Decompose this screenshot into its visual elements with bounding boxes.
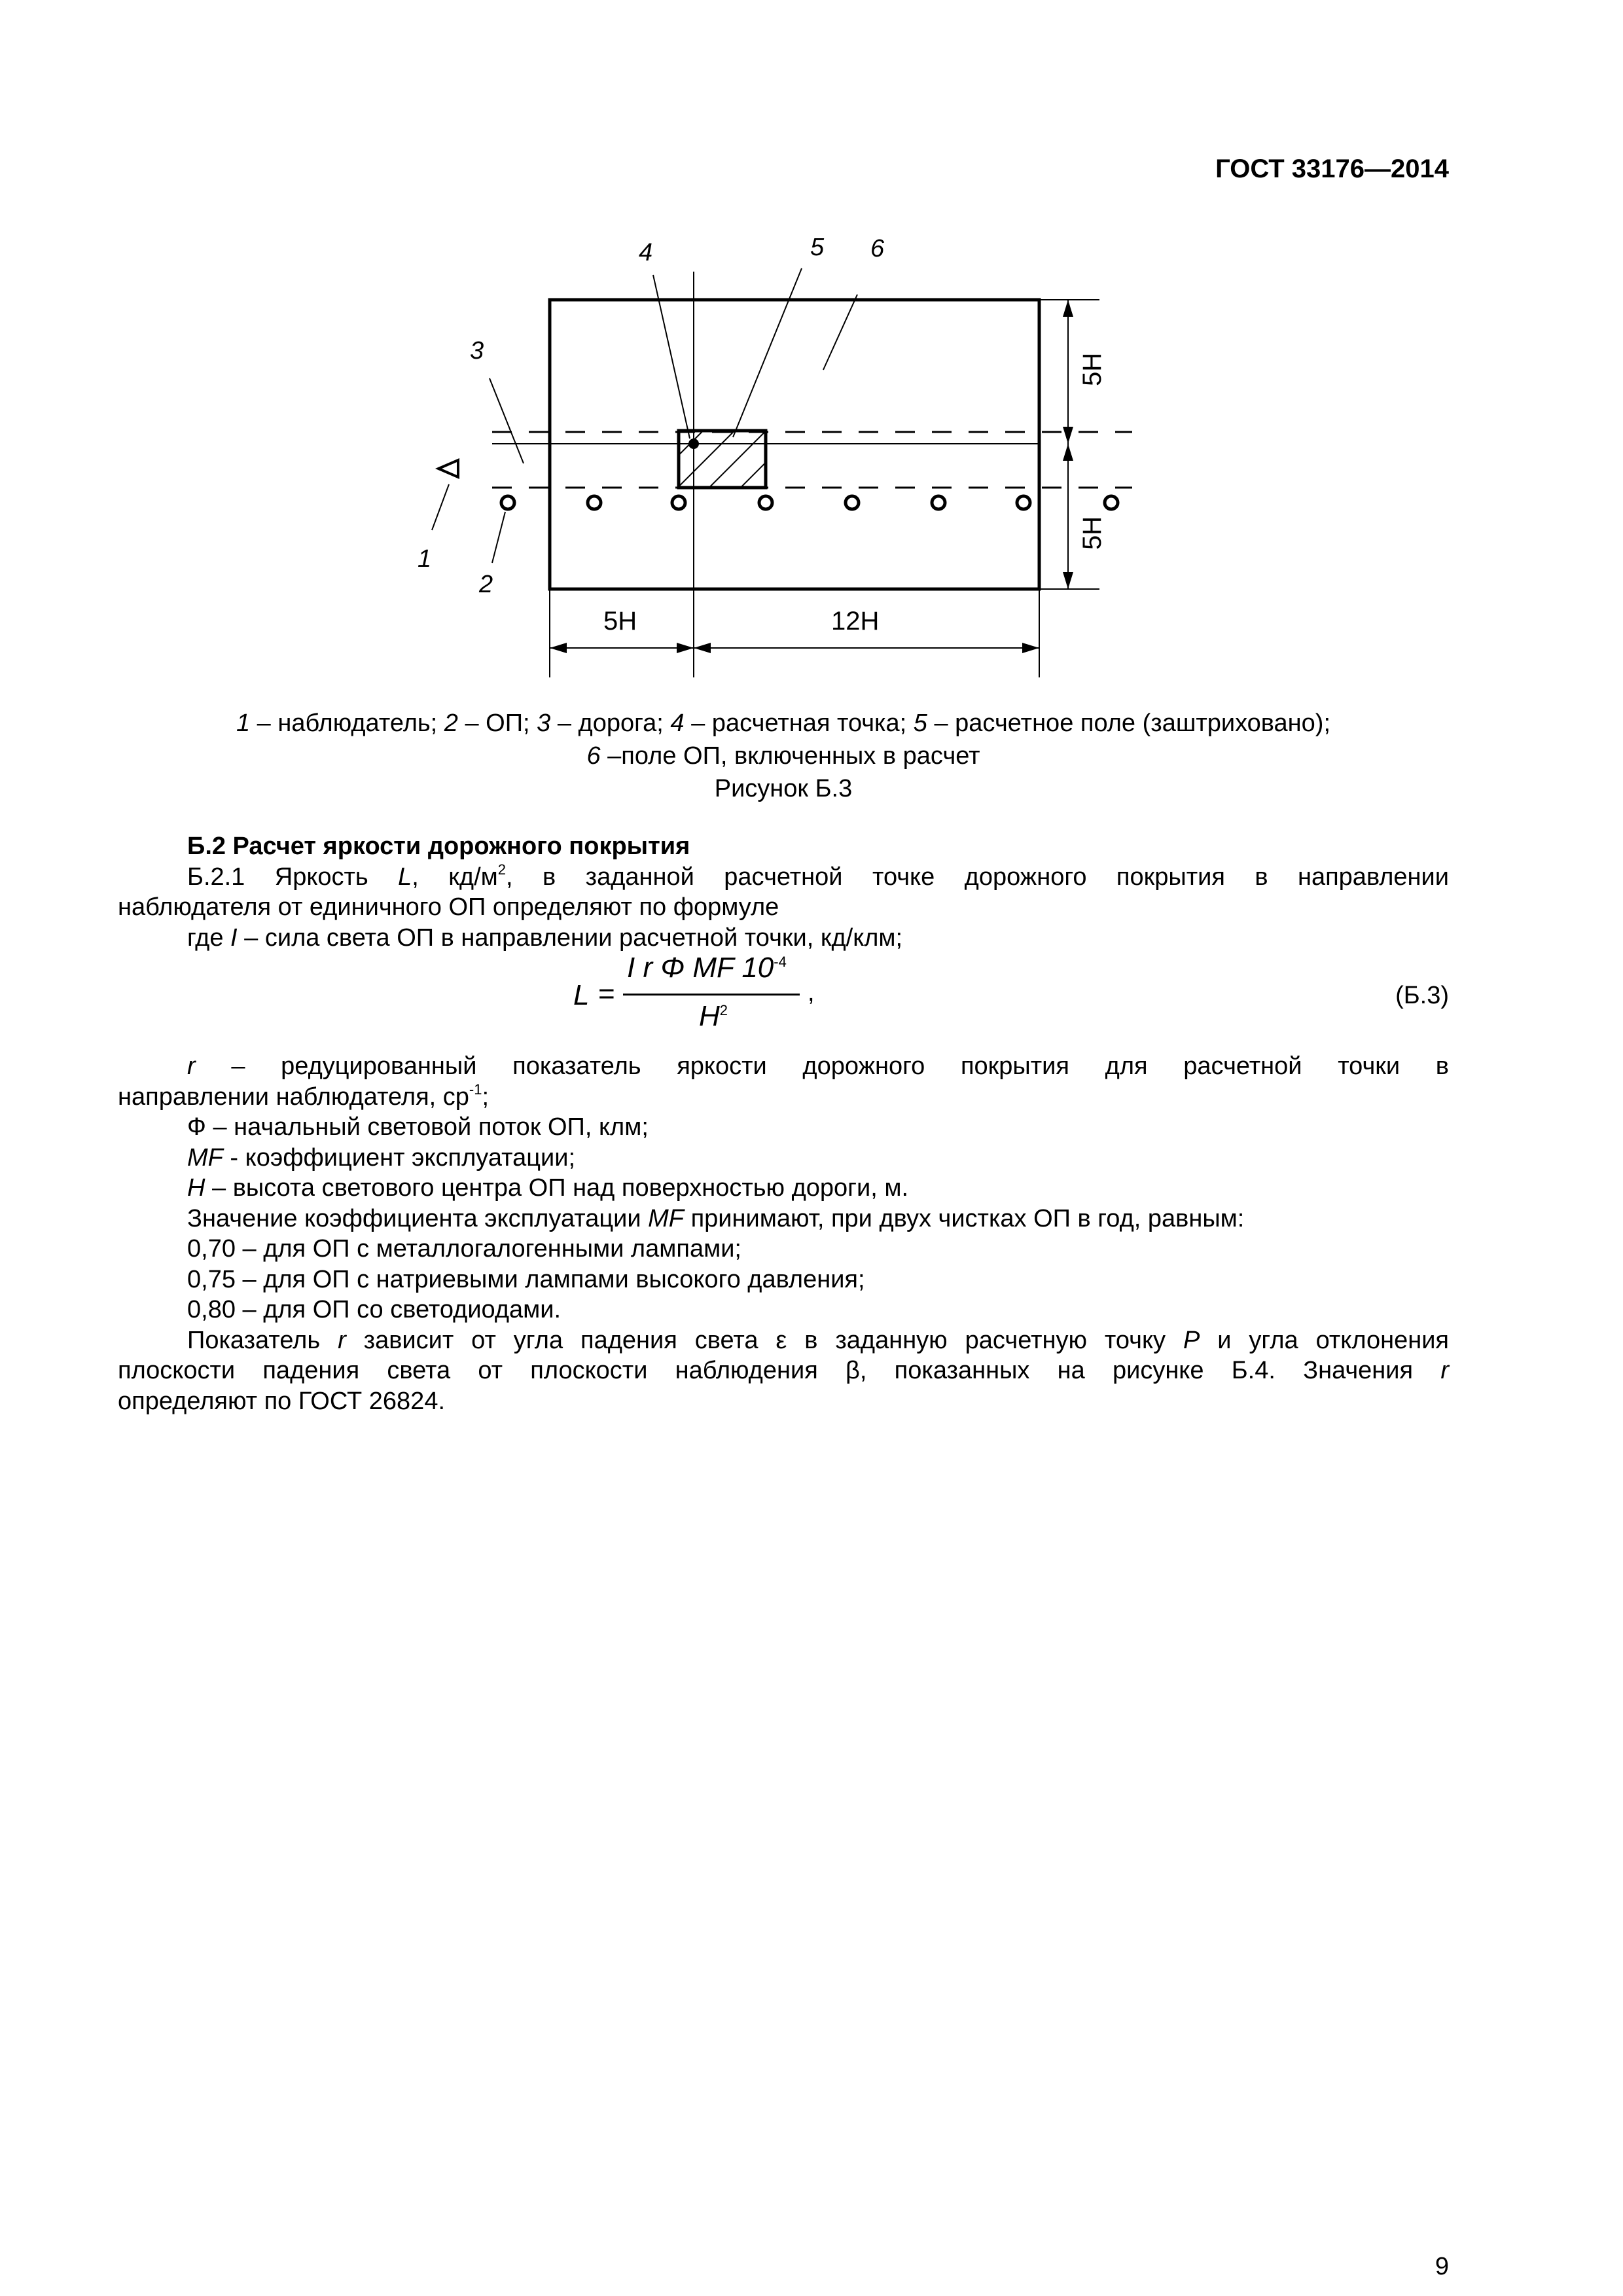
leader-calc-field	[733, 268, 802, 437]
luminaire	[588, 496, 601, 509]
final-paragraph-line2: плоскости падения света от плоскости наблюдения β, показанных на рисунке Б.4. Значения r	[118, 1357, 1449, 1384]
leader-road	[490, 378, 524, 463]
leader-observer	[432, 484, 449, 530]
callout-calc-field: 5	[810, 234, 825, 261]
figure-title: Рисунок Б.3	[714, 775, 853, 802]
dim-label-upper: 5H	[1078, 352, 1107, 386]
leader-luminaire	[492, 512, 505, 563]
dim-arrow	[550, 643, 567, 653]
section-body	[118, 831, 1449, 1416]
callout-luminaire-field: 6	[870, 235, 885, 262]
dim-arrow	[1063, 572, 1073, 589]
luminaire	[1105, 496, 1118, 509]
luminaire	[1017, 496, 1030, 509]
where-clause: где I – сила света ОП в направлении расчетной точки, кд/клм;	[187, 924, 903, 952]
page-number: 9	[1435, 2253, 1449, 2280]
final-paragraph-line3: определяют по ГОСТ 26824.	[118, 1387, 446, 1415]
mf-value: 0,70 – для ОП с металлогалогенными лампами;	[187, 1235, 741, 1263]
paragraph-b21-line1: Б.2.1 Яркость L, $кд/м^2$, в заданной расчетной точке дорожного покрытия в направлении	[187, 861, 1449, 891]
mf-value: 0,75 – для ОП с натриевыми лампами высокого давления;	[187, 1265, 865, 1293]
paragraph-b21-line2: наблюдателя от единичного ОП определяют по формуле	[118, 893, 779, 921]
formula-numerator: I r Φ MF $10^{-4}$	[627, 952, 787, 984]
mf-intro: Значение коэффициента эксплуатации MF принимают, при двух чистках ОП в год, равным:	[187, 1204, 1245, 1232]
def-phi: Ф – начальный световой поток ОП, клм;	[187, 1113, 649, 1141]
section-heading: Б.2 Расчет яркости дорожного покрытия	[187, 833, 690, 860]
dim-arrow	[1022, 643, 1039, 653]
def-r-line2: направлении наблюдателя, $ср^{-1}$;	[118, 1081, 490, 1111]
formula-number: (Б.3)	[1395, 982, 1449, 1009]
formula-lhs: L	[573, 979, 590, 1011]
luminaire	[846, 496, 859, 509]
dim-arrow	[1063, 444, 1073, 461]
dim-label-lower: 5H	[1078, 516, 1107, 550]
observer-icon	[438, 460, 458, 477]
mf-value: 0,80 – для ОП со светодиодами.	[187, 1296, 562, 1323]
formula-denominator: $H^2$	[699, 1000, 728, 1032]
def-mf: MF - коэффициент эксплуатации;	[187, 1143, 575, 1172]
caption-legend-line-2: 6 –поле ОП, включенных в расчет	[586, 742, 980, 770]
luminaire	[672, 496, 685, 509]
formula-fraction-bar	[623, 994, 800, 996]
figure-caption	[118, 707, 1449, 805]
formula-trail: ,	[808, 979, 815, 1007]
formula-equals: =	[598, 978, 615, 1010]
dim-arrow	[677, 643, 694, 653]
figure-b3-diagram	[0, 0, 1623, 694]
dim-arrow	[1063, 300, 1073, 317]
calculation-point	[688, 439, 699, 449]
dim-label-right: 12H	[831, 607, 880, 636]
callout-luminaire: 2	[479, 571, 493, 598]
luminaires	[501, 496, 1118, 509]
def-h: H – высота светового центра ОП над поверхностью дороги, м.	[187, 1174, 909, 1202]
formula-b3	[118, 953, 1449, 1051]
luminaire	[501, 496, 514, 509]
caption-legend-line-1: 1 – наблюдатель; 2 – ОП; 3 – дорога; 4 – расчетная точка; 5 – расчетное поле (заштриховано);	[236, 709, 1331, 737]
leader-luminaire-field	[823, 295, 857, 370]
final-paragraph-line1: Показатель r зависит от угла падения света ε в заданную расчетную точку P и угла отклонения	[187, 1326, 1450, 1354]
def-r-line1: r – редуцированный показатель яркости дорожного покрытия для расчетной точки в	[187, 1052, 1449, 1080]
luminaire	[932, 496, 945, 509]
callout-calc-point: 4	[639, 239, 653, 266]
callout-road: 3	[470, 337, 484, 365]
document-id: ГОСТ 33176—2014	[1215, 154, 1449, 183]
dim-arrow	[1063, 427, 1073, 444]
dim-label-left: 5H	[603, 607, 637, 636]
callout-observer: 1	[418, 545, 432, 573]
dim-arrow	[694, 643, 711, 653]
luminaire	[759, 496, 772, 509]
